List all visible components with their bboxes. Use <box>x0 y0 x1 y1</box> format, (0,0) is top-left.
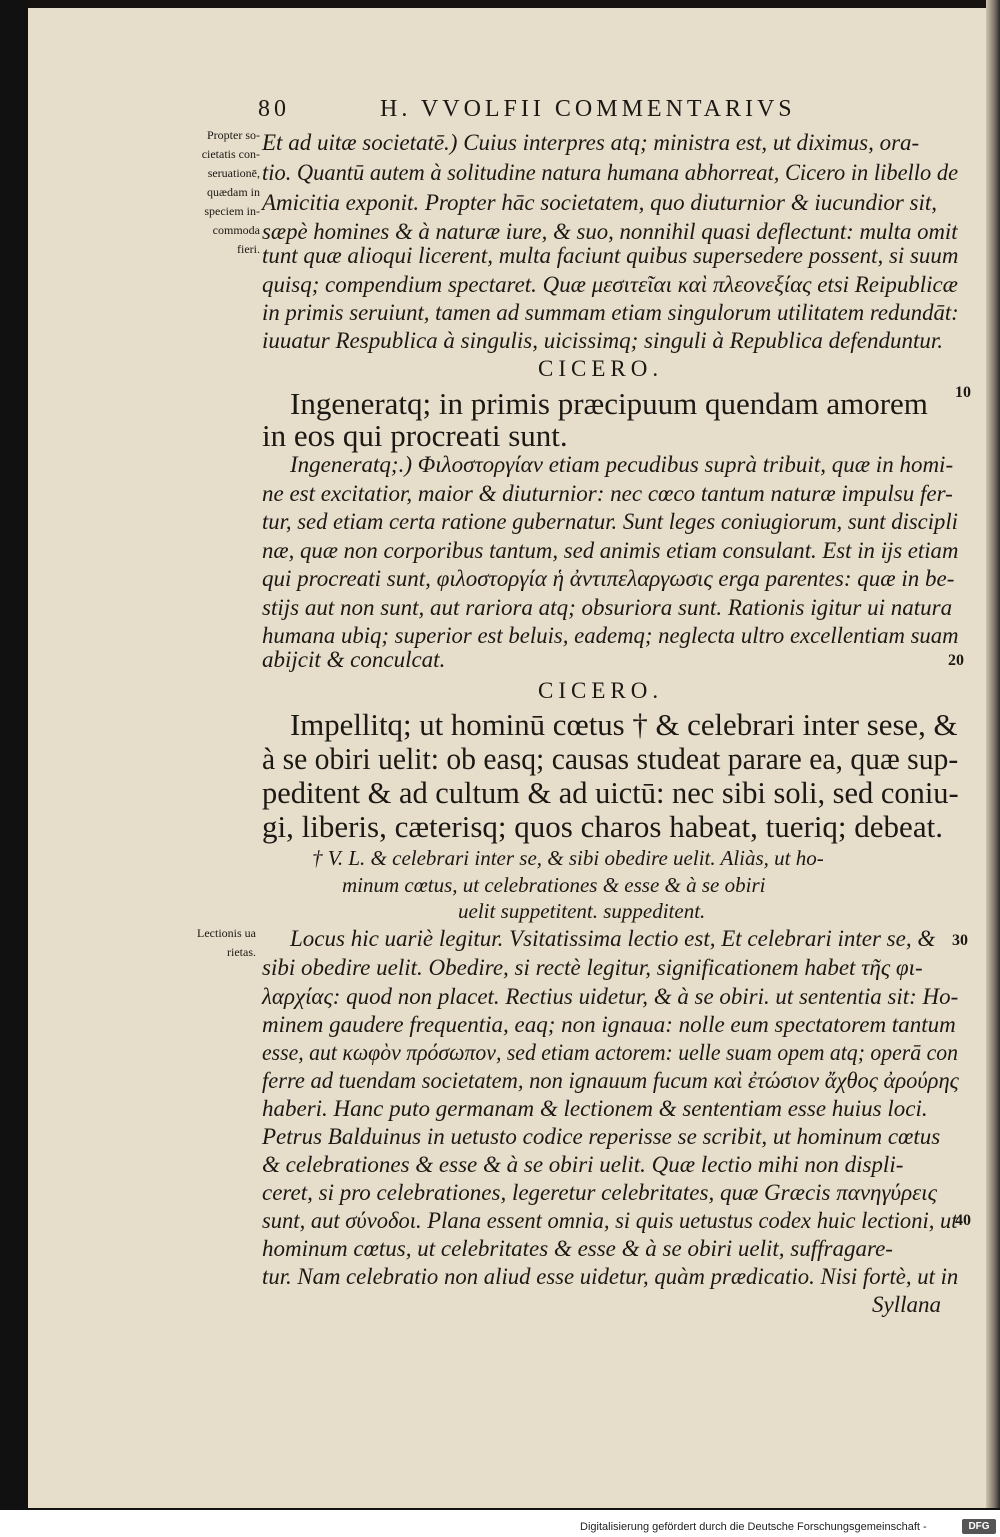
line-number: 40 <box>955 1212 971 1229</box>
text-line: Amicitia exponit. Propter hāc societatem, quo diuturnior & iucundior sit, <box>262 190 938 215</box>
text-line: iuuatur Respublica à singulis, uicissimq; singuli à Republica defenduntur. <box>262 328 944 353</box>
quote-line: Impellitq; ut hominū cœtus † & celebrari inter sese, & <box>290 707 958 742</box>
section-heading: CICERO. <box>538 356 664 381</box>
section-heading: CICERO. <box>538 678 664 703</box>
text-line: tur. Nam celebratio non aliud esse uidetur, quàm prædicatio. Nisi fortè, ut in <box>262 1264 959 1289</box>
margin-note-line: cietatis con- <box>201 147 260 161</box>
running-title: H. VVOLFII COMMENTARIVS <box>380 96 796 122</box>
quote-line: gi, liberis, cæterisq; quos charos habeat, tueriq; debeat. <box>262 809 943 844</box>
variant-line: † V. L. & celebrari inter se, & sibi obedire uelit. Aliàs, ut ho- <box>312 846 824 870</box>
text-line: sunt, aut σύνοδοι. Plana essent omnia, si quis uetustus codex huic lectioni, ut <box>262 1208 958 1233</box>
text-line: næ, quæ non corporibus tantum, sed animis etiam consulant. Est in ijs etiam <box>262 538 959 563</box>
margin-note-line: Lectionis ua <box>197 926 256 940</box>
text-line: ferre ad tuendam societatem, non ignauum fucum καὶ ἐτώσιον ἄχθος ἀρούρης <box>262 1068 959 1093</box>
text-line: minem gaudere frequentia, eaq; non ignaua: nolle eum spectatorem tantum <box>262 1012 956 1037</box>
variant-line: minum cœtus, ut celebrationes & esse & à se obiri <box>342 873 766 897</box>
margin-note-line: seruationē, <box>207 166 260 180</box>
margin-note-line: speciem in- <box>204 204 260 218</box>
margin-note-line: commoda <box>212 223 260 237</box>
dfg-logo: DFG <box>962 1519 996 1534</box>
page-edge <box>986 0 1000 1508</box>
quote-line: Ingeneratq; in primis præcipuum quendam amorem <box>290 386 928 421</box>
quote-line: in eos qui procreati sunt. <box>262 418 568 453</box>
text-line: ne est excitatior, maior & diuturnior: nec cœco tantum naturæ impulsu fer- <box>262 481 953 506</box>
text-line: hominum cœtus, ut celebritates & esse & à se obiri uelit, suffragare- <box>262 1236 893 1261</box>
text-line: & celebrationes & esse & à se obiri uelit. Quæ lectio mihi non displi- <box>262 1152 904 1177</box>
margin-note-line: quædam in <box>207 185 260 199</box>
text-line: in primis seruiunt, tamen ad summam etiam singulorum utilitatem redundāt: <box>262 300 959 325</box>
text-line: ceret, si pro celebrationes, legeretur celebritates, quæ Græcis πανηγύρεις <box>262 1180 937 1205</box>
text-line: stijs aut non sunt, aut rariora atq; obsuriora sunt. Rationis igitur ui natura <box>262 595 953 620</box>
text-line: qui procreati sunt, φιλοστοργία ἡ ἀντιπελαργωσις erga parentes: quæ in be- <box>262 566 955 591</box>
margin-note-line: fieri. <box>237 242 260 256</box>
text-line: haberi. Hanc puto germanam & lectionem & sententiam esse huius loci. <box>262 1096 928 1121</box>
text-line: Ingeneratq;.) Φιλοστοργίαν etiam pecudibus suprà tribuit, quæ in homi- <box>290 452 954 477</box>
line-number: 20 <box>948 652 964 669</box>
page-number: 80 <box>258 96 290 122</box>
text-line: quisq; compendium spectaret. Quæ μεσιτεῖαι καὶ πλεονεξίας etsi Reipublicæ <box>262 272 958 297</box>
text-line: tunt quæ alioqui licerent, multa faciunt quibus supersedere possent, si suum <box>262 243 959 268</box>
text-line: Et ad uitæ societatē.) Cuius interpres atq; ministra est, ut diximus, ora- <box>262 130 920 155</box>
margin-note-variant <box>170 924 256 962</box>
line-number: 30 <box>952 932 968 949</box>
text-line: Locus hic uariè legitur. Vsitatissima lectio est, Et celebrari inter se, & <box>290 926 936 951</box>
text-line: humana ubiq; superior est beluis, eademq; neglecta ultro excellentiam suam <box>262 623 959 648</box>
text-line: sibi obedire uelit. Obedire, si rectè legitur, significationem habet τῆς φι- <box>262 955 923 980</box>
margin-note-line: rietas. <box>227 945 256 959</box>
catchword: Syllana <box>872 1292 941 1317</box>
line-number: 10 <box>955 384 971 401</box>
quote-line: peditent & ad cultum & ad uictū: nec sibi soli, sed coniu- <box>262 775 959 810</box>
margin-note-line: Propter so- <box>207 128 260 142</box>
text-line: λαρχίας: quod non placet. Rectius uidetur, & à se obiri. ut sententia sit: Ho- <box>262 984 959 1009</box>
text-line: Petrus Balduinus in uetusto codice reperisse se scribit, ut hominum cœtus <box>262 1124 941 1149</box>
text-line: esse, aut κωφὸν πρόσωπον, sed etiam actorem: uelle suam opem atq; operā con <box>262 1040 959 1065</box>
text-line: sæpè homines & à naturæ iure, & suo, nonnihil quasi deflectunt: multa omit <box>262 219 958 244</box>
variant-line: uelit suppetitent. suppeditent. <box>458 899 706 923</box>
quote-line: à se obiri uelit: ob easq; causas studeat parare ea, quæ sup- <box>262 741 959 776</box>
top-shadow <box>28 0 994 8</box>
margin-note-society <box>170 126 260 259</box>
text-line: tur, sed etiam certa ratione gubernatur. Sunt leges coniugiorum, sunt discipli <box>262 509 958 534</box>
text-line: abijcit & conculcat. <box>262 647 446 672</box>
text-line: tio. Quantū autem à solitudine natura humana abhorreat, Cicero in libello de <box>262 160 959 185</box>
digitization-credit: Digitalisierung gefördert durch die Deutsche Forschungsgemeinschaft - <box>580 1521 927 1533</box>
